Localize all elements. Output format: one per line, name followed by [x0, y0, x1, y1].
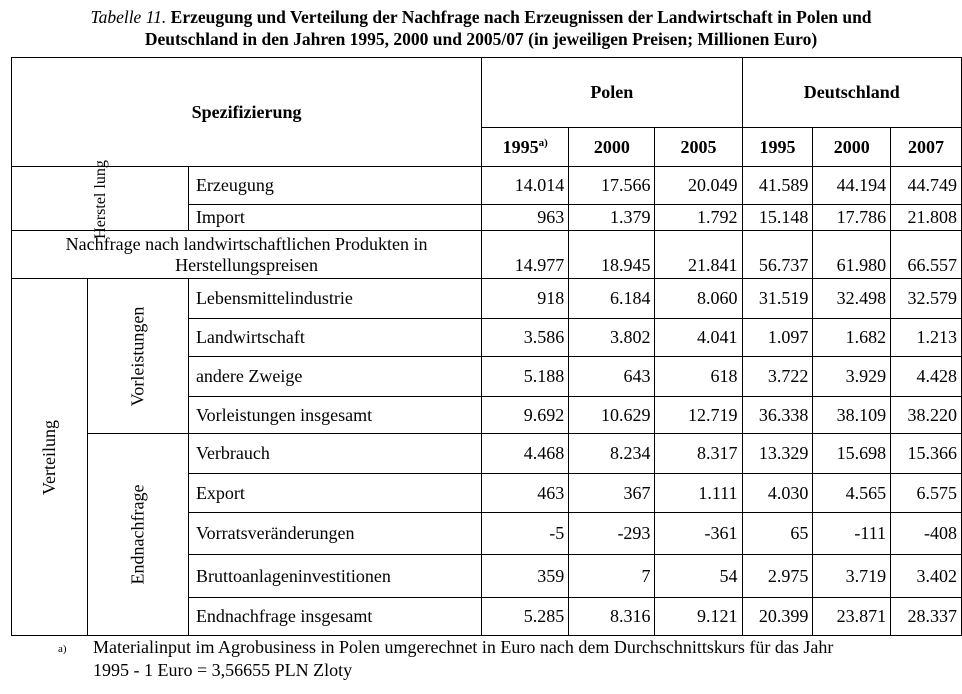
row-label: Vorratsveränderungen: [188, 513, 481, 555]
row-label: andere Zweige: [188, 357, 481, 397]
row-label: Import: [188, 205, 481, 231]
cell: 6.184: [569, 279, 655, 319]
header-polen: Polen: [482, 58, 742, 128]
table-caption: [0, 6, 962, 50]
footnote-line-2: 1995 - 1 Euro = 3,56655 PLN Zloty: [93, 660, 353, 680]
cell: 8.316: [569, 598, 655, 636]
cell: 15.698: [813, 434, 891, 474]
group-endnachfrage: Endnachfrage: [87, 434, 188, 636]
cell: 9.692: [482, 397, 569, 434]
cell: -408: [891, 513, 962, 555]
footnote-line-1: Materialinput im Agrobusiness in Polen umgerechnet in Euro nach dem Durchschnittskurs für das Jahr: [93, 637, 834, 657]
row-label: Landwirtschaft: [188, 319, 481, 357]
cell: -111: [813, 513, 891, 555]
cell: 4.428: [891, 357, 962, 397]
cell: 3.722: [742, 357, 813, 397]
cell: 359: [482, 555, 569, 598]
cell: -293: [569, 513, 655, 555]
cell: 1.792: [655, 205, 742, 231]
row-label-nachfrage: [12, 231, 482, 279]
cell: 9.121: [655, 598, 742, 636]
cell: 17.786: [813, 205, 891, 231]
row-label: Bruttoanlageninvestitionen: [188, 555, 481, 598]
header-year-de-2000: 2000: [813, 128, 891, 167]
cell: 5.188: [482, 357, 569, 397]
cell: 10.629: [569, 397, 655, 434]
cell: 36.338: [742, 397, 813, 434]
cell: 463: [482, 474, 569, 513]
cell: 54: [655, 555, 742, 598]
cell: 56.737: [742, 231, 813, 279]
cell: 367: [569, 474, 655, 513]
cell: 38.220: [891, 397, 962, 434]
header-deutschland: Deutschland: [742, 58, 961, 128]
caption-line-1: Erzeugung und Verteilung der Nachfrage nach Erzeugnissen der Landwirtschaft in Polen und: [170, 7, 872, 27]
cell: 4.041: [655, 319, 742, 357]
cell: 8.317: [655, 434, 742, 474]
cell: 18.945: [569, 231, 655, 279]
cell: 8.060: [655, 279, 742, 319]
cell: 31.519: [742, 279, 813, 319]
cell: 41.589: [742, 167, 813, 205]
header-year-pl-1995: 1995$^{a)}$: [482, 128, 569, 167]
cell: 3.402: [891, 555, 962, 598]
group-herstellung: Herstel lung: [12, 167, 189, 231]
row-label: Export: [188, 474, 481, 513]
cell: 32.498: [813, 279, 891, 319]
cell: 6.575: [891, 474, 962, 513]
cell: 23.871: [813, 598, 891, 636]
cell: 5.285: [482, 598, 569, 636]
cell: 66.557: [891, 231, 962, 279]
cell: 4.565: [813, 474, 891, 513]
cell: 4.468: [482, 434, 569, 474]
header-year-de-2007: 2007: [891, 128, 962, 167]
group-vorleistungen: Vorleistungen: [87, 279, 188, 434]
cell: 643: [569, 357, 655, 397]
cell: -5: [482, 513, 569, 555]
cell: 15.148: [742, 205, 813, 231]
cell: 13.329: [742, 434, 813, 474]
header-year-pl-2005: 2005: [655, 128, 742, 167]
caption-lead: Tabelle 11.: [90, 7, 167, 27]
cell: 14.014: [482, 167, 569, 205]
cell: 1.682: [813, 319, 891, 357]
header-year-pl-2000: 2000: [569, 128, 655, 167]
cell: 65: [742, 513, 813, 555]
cell: 8.234: [569, 434, 655, 474]
row-label: Erzeugung: [188, 167, 481, 205]
caption-line-2: Deutschland in den Jahren 1995, 2000 und 2005/07 (in jeweiligen Preisen; Millionen Euro): [144, 29, 818, 49]
row-label-line-2: Herstellungspreisen: [175, 254, 319, 275]
cell: 618: [655, 357, 742, 397]
cell: 1.213: [891, 319, 962, 357]
table-row: [12, 167, 962, 205]
cell: 3.929: [813, 357, 891, 397]
row-label: Lebensmittelindustrie: [188, 279, 481, 319]
cell: 38.109: [813, 397, 891, 434]
header-year-de-1995: 1995: [742, 128, 813, 167]
cell: 20.399: [742, 598, 813, 636]
cell: 14.977: [482, 231, 569, 279]
header-spezifizierung: Spezifizierung: [12, 58, 482, 167]
cell: 7: [569, 555, 655, 598]
cell: 2.975: [742, 555, 813, 598]
data-table: [11, 57, 962, 636]
row-label: Vorleistungen insgesamt: [188, 397, 481, 434]
cell: 44.749: [891, 167, 962, 205]
cell: 21.808: [891, 205, 962, 231]
row-label-line-1: Nachfrage nach landwirtschaftlichen Produkten in: [65, 233, 428, 254]
cell: 3.802: [569, 319, 655, 357]
cell: 3.586: [482, 319, 569, 357]
group-verteilung: Verteilung: [12, 279, 88, 636]
cell: 1.097: [742, 319, 813, 357]
cell: 918: [482, 279, 569, 319]
cell: 3.719: [813, 555, 891, 598]
cell: 28.337: [891, 598, 962, 636]
row-label: Verbrauch: [188, 434, 481, 474]
cell: 963: [482, 205, 569, 231]
row-label: Endnachfrage insgesamt: [188, 598, 481, 636]
cell: -361: [655, 513, 742, 555]
cell: 4.030: [742, 474, 813, 513]
table-row: [12, 279, 962, 319]
footnote-ref: a): [538, 136, 548, 149]
cell: 61.980: [813, 231, 891, 279]
cell: 1.379: [569, 205, 655, 231]
table-row: [12, 434, 962, 474]
cell: 15.366: [891, 434, 962, 474]
cell: 17.566: [569, 167, 655, 205]
cell: 32.579: [891, 279, 962, 319]
table-row: [12, 231, 962, 279]
cell: 21.841: [655, 231, 742, 279]
cell: 1.111: [655, 474, 742, 513]
cell: 20.049: [655, 167, 742, 205]
cell: 44.194: [813, 167, 891, 205]
cell: 12.719: [655, 397, 742, 434]
footnote-marker: a): [58, 643, 67, 655]
